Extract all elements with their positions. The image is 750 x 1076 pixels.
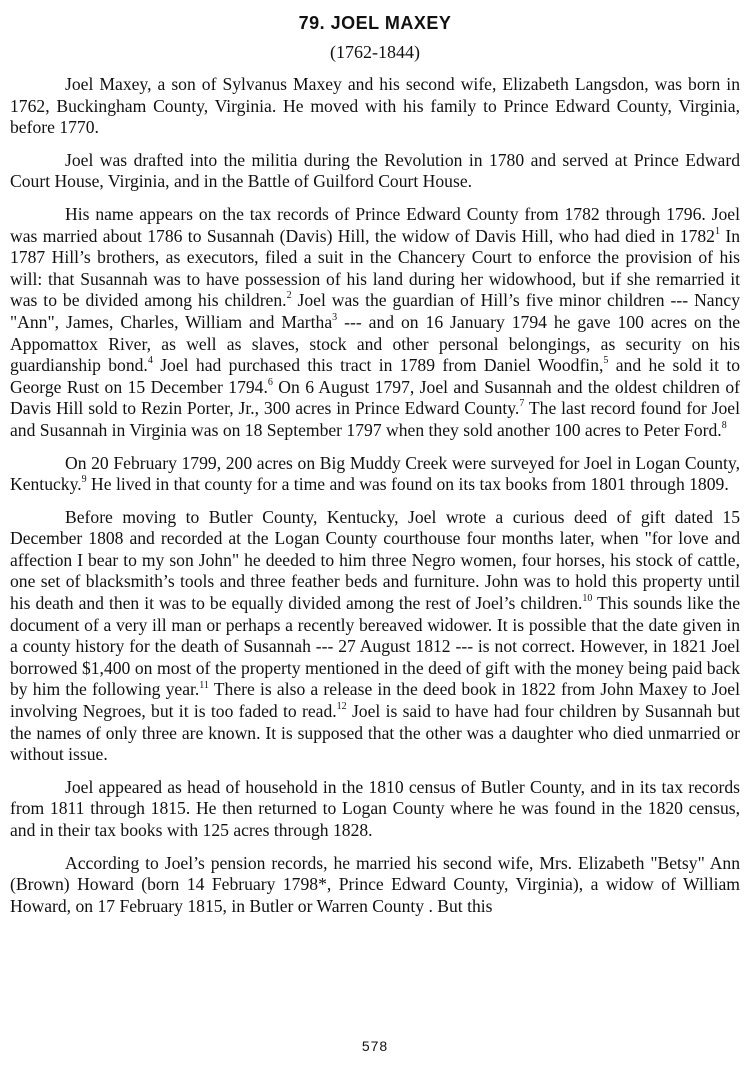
paragraph-text: Joel was the guardian of Hill’s five minor children --- Nancy "Ann", James, Charles, William and Martha bbox=[10, 290, 740, 332]
paragraph-text: He lived in that county for a time and was found on its tax books from 1801 through 1809. bbox=[86, 474, 729, 495]
paragraph-text: On 20 February 1799, 200 acres on Big Muddy Creek were surveyed for Joel in Logan County, Kentucky. bbox=[10, 452, 740, 495]
document-page bbox=[10, 10, 740, 1070]
footnote-marker: 8 bbox=[721, 420, 727, 432]
footnote-marker: 1 bbox=[714, 225, 720, 237]
page-title: 79. JOEL MAXEY bbox=[298, 13, 452, 33]
footnote-marker: 9 bbox=[81, 474, 87, 486]
footnote-marker: 2 bbox=[286, 290, 292, 302]
footnote-marker: 11 bbox=[199, 679, 209, 691]
paragraph-text: Joel Maxey, a son of Sylvanus Maxey and his second wife, Elizabeth Langsdon, was born in 1762, Buckingham County, Virginia. He moved with his family to Prince Edward County, Virginia, before 1770. bbox=[10, 74, 740, 138]
paragraph-text: --- and on 16 January 1794 he gave 100 acres on the Appomattox River, as well as slaves, stock and other personal belongings, as security on his guardianship bond. bbox=[10, 311, 741, 376]
body-paragraph bbox=[10, 777, 740, 842]
paragraph-text: and he sold it to George Rust on 15 December 1794. bbox=[10, 355, 741, 397]
paragraph-text: On 6 August 1797, Joel and Susannah and the oldest children of Davis Hill sold to Rezin Porter, Jr., 300 acres in Prince Edward County. bbox=[10, 376, 740, 419]
body-paragraph bbox=[10, 204, 740, 442]
paragraph-text: His name appears on the tax records of Prince Edward County from 1782 through 1796. Joel was married about 1786 to Susannah (Davis) Hill, the widow of Davis Hill, who had died in 1782 bbox=[10, 203, 740, 246]
paragraph-text: Joel was drafted into the militia during the Revolution in 1780 and served at Prince Edward Court House, Virginia, and in the Battle of Guilford Court House. bbox=[10, 149, 740, 192]
footnote-marker: 4 bbox=[147, 355, 153, 367]
body-paragraph bbox=[10, 150, 740, 193]
paragraph-text: Before moving to Butler County, Kentucky, Joel wrote a curious deed of gift dated 15 December 1808 and recorded at the Logan County courthouse four months later, when "for love and affection I bear to my son John" he deeded to him three Negro women, four horses, his stock of cattle, one set of blacksmith’s tools and three feather beds and furniture. John was to hold this property until his death and then it was to be equally divided among the rest of Joel’s children. bbox=[10, 506, 740, 614]
paragraph-text: Joel is said to have had four children by Susannah but the names of only three are known. It is supposed that the other was a daughter who died unmarried or without issue. bbox=[10, 701, 740, 765]
paragraph-text: There is also a release in the deed book in 1822 from John Maxey to Joel involving Negroes, but it is too faded to read. bbox=[10, 679, 740, 722]
body-paragraph bbox=[10, 453, 740, 496]
life-dates: (1762-1844) bbox=[330, 42, 420, 62]
footnote-marker: 7 bbox=[519, 398, 525, 410]
paragraph-text: Joel appeared as head of household in the 1810 census of Butler County, and in its tax records from 1811 through 1815. He then returned to Logan County where he was found in the 1820 census, and in their tax books with 125 acres through 1828. bbox=[10, 776, 740, 840]
footnote-marker: 10 bbox=[582, 593, 593, 605]
body-paragraph bbox=[10, 507, 740, 766]
footnote-marker: 12 bbox=[336, 701, 347, 713]
page-number: 578 bbox=[361, 1038, 389, 1054]
footnote-marker: 5 bbox=[603, 355, 609, 367]
footnote-marker: 3 bbox=[332, 312, 338, 324]
body-paragraph bbox=[10, 853, 740, 918]
paragraph-text: According to Joel’s pension records, he married his second wife, Mrs. Elizabeth "Betsy" Ann (Brown) Howard (born 14 February 1798*, Prince Edward County, Virginia), a widow of William Howard, on 17 February 1815, in Butler or Warren County . But this bbox=[10, 852, 740, 916]
paragraph-text: This sounds like the document of a very ill man or perhaps a recently bereaved widower. It is possible that the date given in a county history for the death of Susannah --- 27 August 1812 --- is not correct. However, in 1821 Joel borrowed $1,400 on most of the property mentioned in the deed of gift with the money being paid back by him the following year. bbox=[10, 593, 741, 700]
paragraph-text: Joel had purchased this tract in 1789 from Daniel Woodfin, bbox=[152, 355, 604, 376]
footnote-marker: 6 bbox=[267, 376, 273, 388]
paragraph-text: The last record found for Joel and Susannah in Virginia was on 18 September 1797 when they sold another 100 acres to Peter Ford. bbox=[10, 398, 740, 440]
body-text bbox=[10, 74, 740, 917]
paragraph-text: In 1787 Hill’s brothers, as executors, filed a suit in the Chancery Court to enforce the provision of his will: that Susannah was to have possession of his land during her widowhood, but if she remarried it was to be divided among his children. bbox=[10, 225, 740, 311]
body-paragraph bbox=[10, 74, 740, 139]
